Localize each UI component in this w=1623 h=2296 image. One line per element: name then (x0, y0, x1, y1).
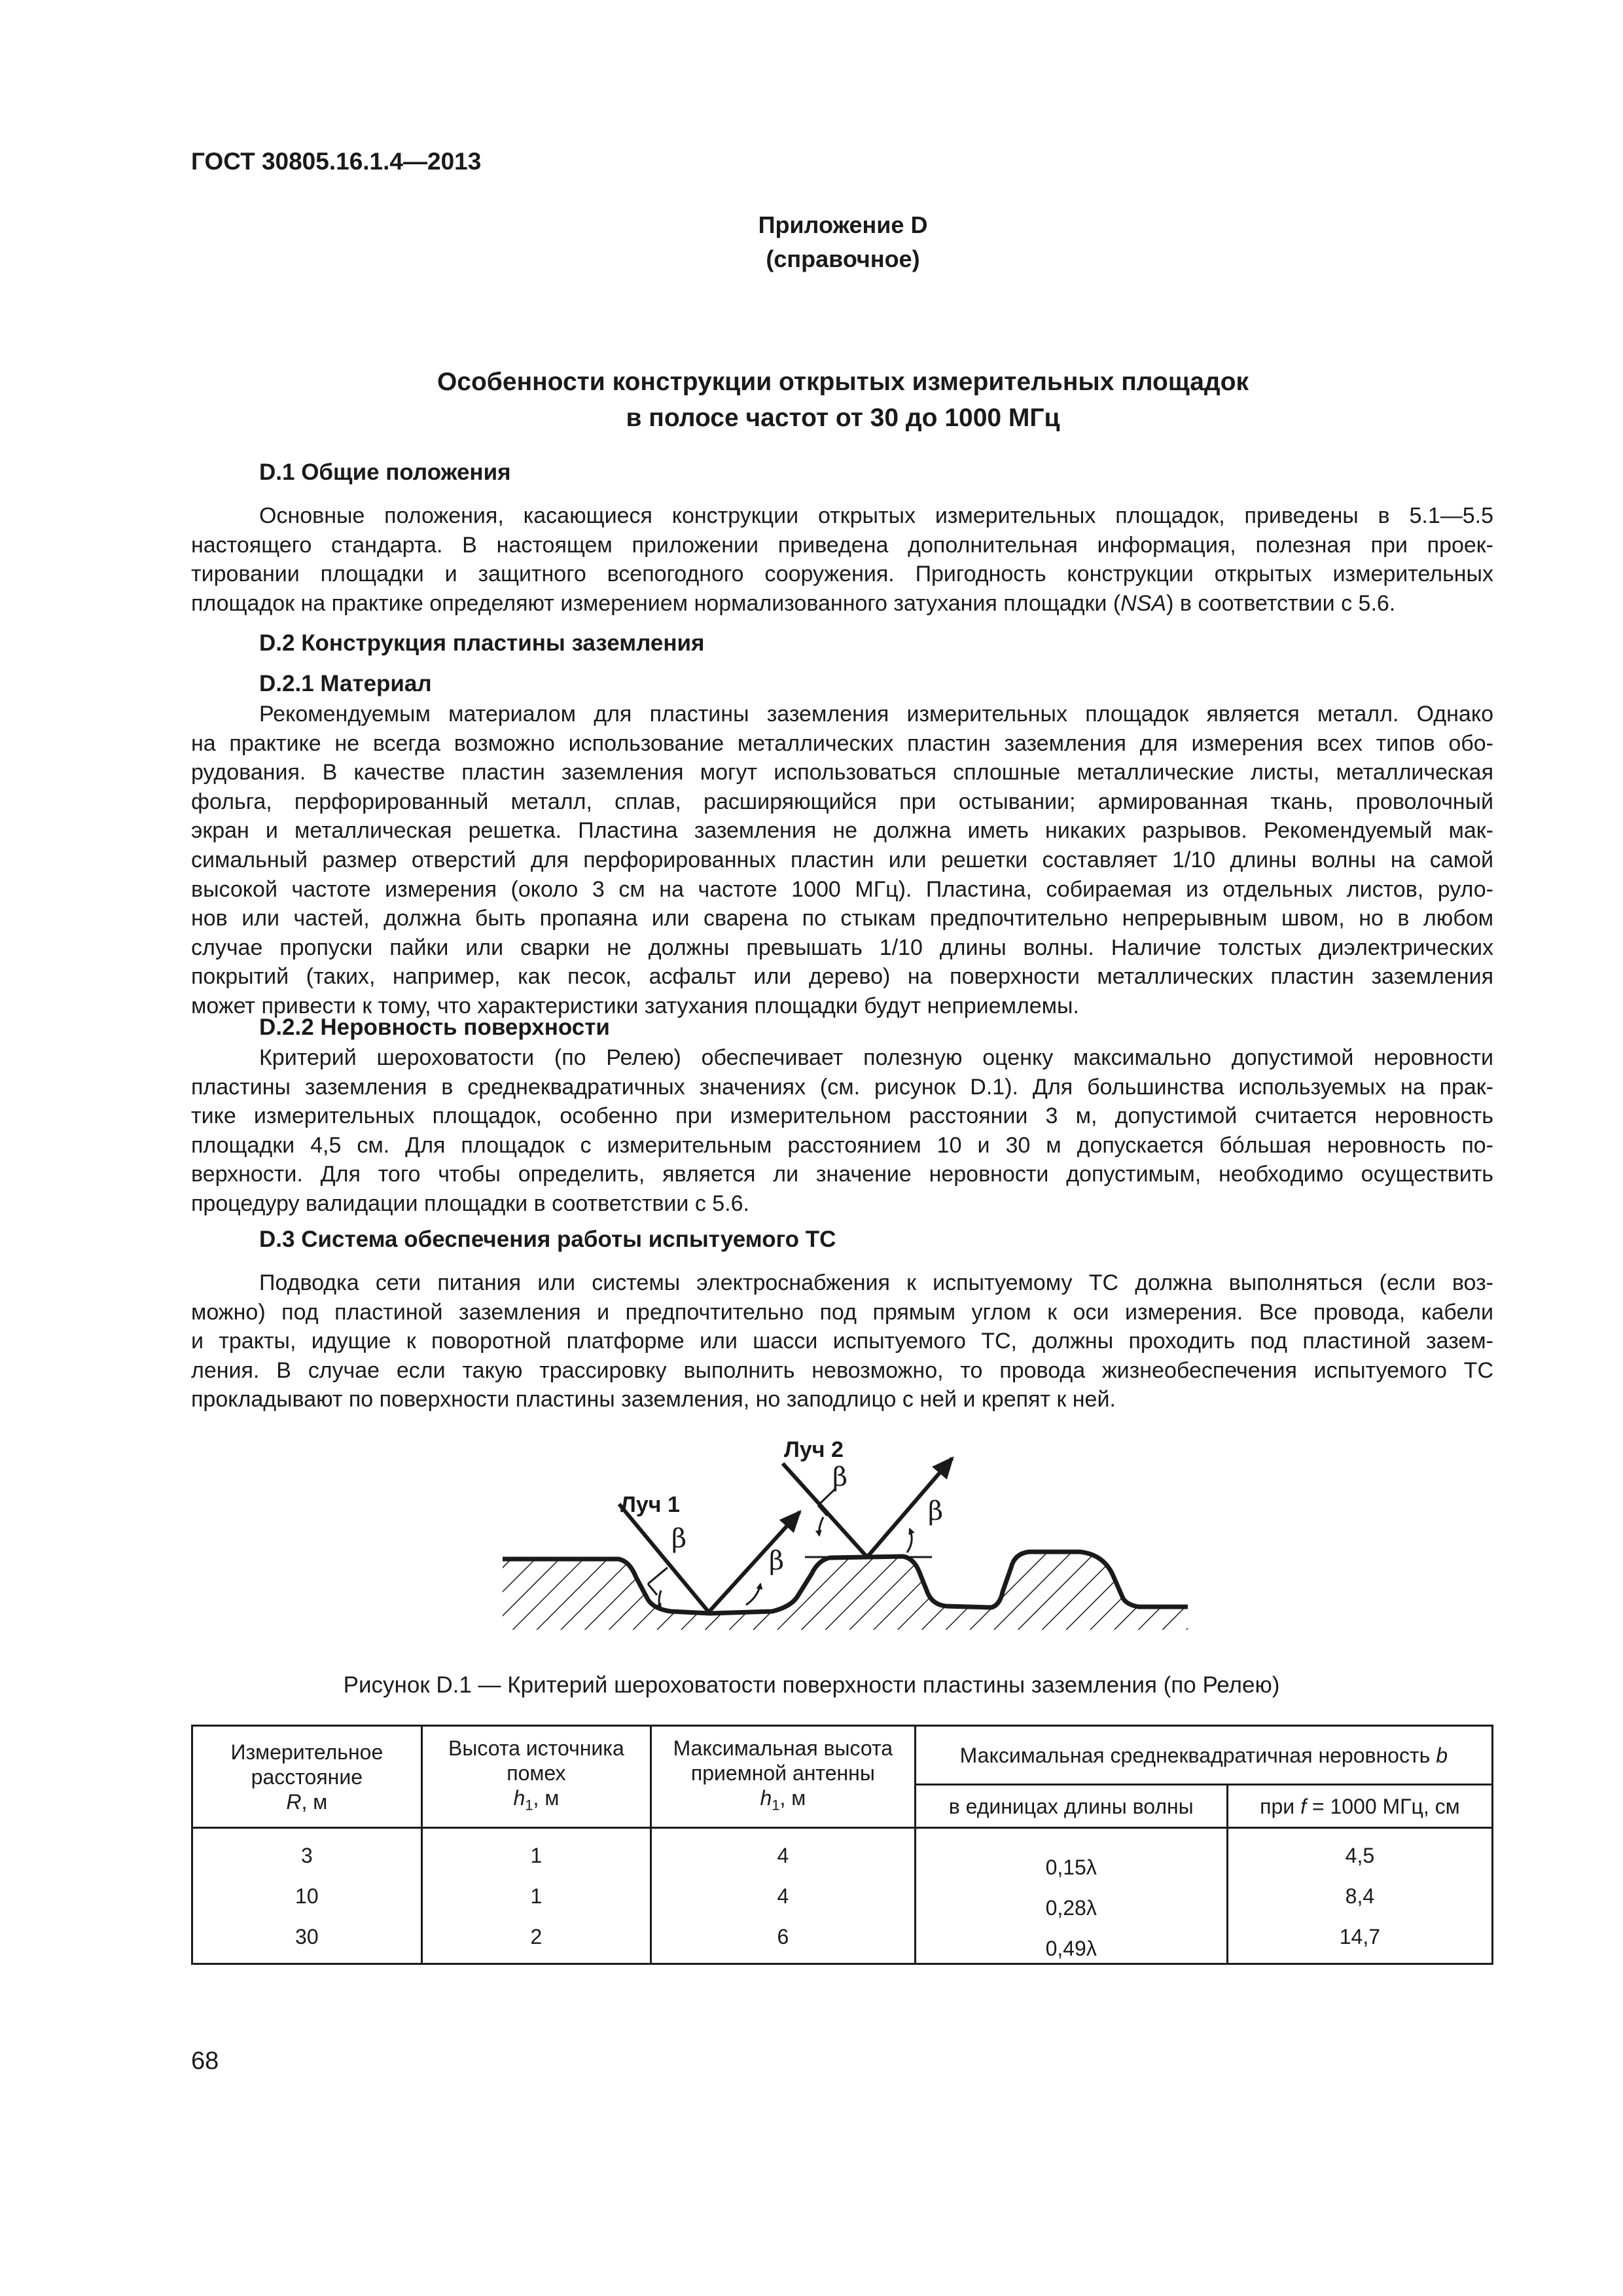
paragraph-line: прокладывают по поверхности пластины заземления, но заподлицо с ней и крепят к ней. (191, 1387, 1116, 1412)
table-cell: 1 (530, 1884, 543, 1908)
angle-beta-ray2-reflected: β (928, 1496, 944, 1526)
header-source-height: Высота источника помех $h_1$, м (421, 1726, 651, 1828)
table-cell: 4 (777, 1884, 789, 1908)
paragraph-line: Подводка сети питания или системы электроснабжения к испытуемому ТС должна выполняться (если воз- (259, 1270, 1493, 1295)
table-cell: 0,49λ (1045, 1937, 1097, 1960)
figure-caption: Рисунок D.1 — Критерий шероховатости поверхности пластины заземления (по Релею) (343, 1672, 1280, 1698)
column-source-height-values (421, 1828, 651, 1964)
table-cell: 10 (295, 1884, 319, 1908)
angle-beta-ray1-reflected: β (769, 1546, 785, 1576)
ground-profile (497, 1545, 1198, 1636)
paragraph-line: ления. В случае если такую трассировку выполнить невозможно, то провода жизнеобеспечения испытуемого ТС (191, 1357, 1493, 1383)
roughness-table (191, 1725, 1493, 1965)
table-cell: 0,15λ (1045, 1856, 1097, 1879)
paragraph-line: тике измерительных площадок, особенно при измерительном расстоянии 3 м, допустимой считается неровность (191, 1103, 1493, 1129)
paragraph-line: рудования. В качестве пластин заземления могут использоваться сплошные металлические листы, металлическая (191, 760, 1493, 785)
table-cell: 30 (295, 1925, 319, 1948)
header-antenna-height: Максимальная высота приемной антенны $h_1$, м (651, 1726, 916, 1828)
paragraph-line: покрытий (таких, например, как песок, асфальт или дерево) на поверхности металлических пластин заземления (191, 964, 1493, 990)
paragraph-line: процедуру валидации площадки в соответствии с 5.6. (191, 1191, 749, 1216)
paragraph-line: настоящего стандарта. В настоящем приложении приведена дополнительная информация, полезная при проек- (191, 532, 1493, 558)
table-cell: 3 (300, 1844, 313, 1867)
header-measuring-distance: Измерительное расстояние R, м (192, 1726, 422, 1828)
paragraph-line: и тракты, идущие к поворотной платформе или шасси испытуемого ТС, должны проходить под пластиной зазем- (191, 1329, 1493, 1354)
table-cell: 6 (777, 1925, 789, 1948)
section-heading-d22: D.2.2 Неровность поверхности (259, 1014, 610, 1040)
appendix-label: Приложение D (758, 211, 928, 238)
paragraph-line: случае пропуски пайки или сварки не должны превышать 1/10 длины волны. Наличие толстых диэлектрических (191, 935, 1493, 960)
table-cell: 4,5 (1345, 1844, 1375, 1867)
table-cell: 14,7 (1339, 1925, 1381, 1948)
paragraph-line: экран и металлическая решетка. Пластина заземления не должна иметь никаких разрывов. Рекомендуемый мак- (191, 818, 1493, 844)
appendix-kind: (справочное) (766, 245, 920, 272)
paragraph-line: можно) под пластиной заземления и предпочтительно под прямым углом к оси измерения. Все провода, кабели (191, 1299, 1493, 1325)
paragraph-line: Основные положения, касающиеся конструкции открытых измерительных площадок, приведены в 5.1—5.5 (259, 503, 1493, 528)
ray-1-label: Луч 1 (620, 1492, 680, 1517)
paragraph-line: площадки 4,5 см. Для площадок с измерительным расстоянием 10 и 30 м допускается бóльшая неровность по- (191, 1132, 1493, 1158)
title-line-1: Особенности конструкции открытых измерительных площадок (437, 368, 1249, 396)
table-cell: 1 (530, 1844, 543, 1867)
paragraph-line: высокой частоте измерения (около 3 см на частоте 1000 МГц). Пластина, собираемая из отдельных листов, руло- (191, 876, 1493, 902)
section-heading-d2: D.2 Конструкция пластины заземления (259, 630, 705, 656)
paragraph-line: нов или частей, должна быть пропаяна или сварена по стыкам предпочтительно непрерывным швом, но в любом (191, 906, 1493, 931)
column-cm-values (1227, 1828, 1492, 1964)
column-distance-values (192, 1828, 422, 1964)
header-wavelength-units: в единицах длины волны (915, 1785, 1227, 1828)
table-cell: 2 (530, 1925, 543, 1948)
document-code-header: ГОСТ 30805.16.1.4—2013 (191, 148, 482, 175)
paragraph-line: симальный размер отверстий для перфорированных пластин или решетки составляет 1/10 длины волны на самой (191, 847, 1493, 872)
angle-beta-ray2-incident: β (832, 1462, 848, 1492)
paragraph-line: Критерий шероховатости (по Релею) обеспечивает полезную оценку максимально допустимой неровности (259, 1045, 1493, 1070)
paragraph-line: верхности. Для того чтобы определить, является ли значение неровности допустимым, необходимо осуществить (191, 1162, 1493, 1187)
angle-beta-ray1-incident: β (671, 1524, 687, 1554)
paragraph-line: тировании площадки и защитного всепогодного сооружения. Пригодность конструкции открытых измерительных (191, 562, 1493, 587)
section-heading-d1: D.1 Общие положения (259, 459, 511, 485)
section-heading-d21: D.2.1 Материал (259, 671, 432, 696)
header-cm-at-1000mhz: при f = 1000 МГц, см (1227, 1785, 1492, 1828)
column-antenna-height-values (651, 1828, 916, 1964)
table-cell: 4 (777, 1844, 789, 1867)
table-cell: 0,28λ (1045, 1896, 1097, 1920)
header-max-rms-roughness: Максимальная среднеквадратичная неровность b (915, 1726, 1492, 1785)
page-number: 68 (191, 2047, 219, 2075)
paragraph-line: площадок на практике определяют измерением нормализованного затухания площадки (NSA) в соответствии с 5.6. (191, 590, 1396, 616)
column-wavelength-values (915, 1828, 1227, 1964)
paragraph-line: Рекомендуемым материалом для пластины заземления измерительных площадок является металл. Однако (259, 702, 1493, 726)
section-heading-d3: D.3 Система обеспечения работы испытуемого ТС (259, 1227, 836, 1252)
paragraph-line: на практике не всегда возможно использование металлических пластин заземления для измерения всех типов обо- (191, 730, 1493, 756)
table-cell: 8,4 (1345, 1884, 1375, 1908)
paragraph-line: может привести к тому, что характеристики затухания площадки будут неприемлемы. (191, 993, 1079, 1018)
ray-2-label: Луч 2 (784, 1437, 844, 1462)
title-line-2: в полосе частот от 30 до 1000 МГц (626, 404, 1060, 432)
ray-2 (783, 1458, 952, 1557)
paragraph-line: фольга, перфорированный металл, сплав, расширяющийся при остывании; армированная ткань, проволочный (191, 789, 1493, 814)
paragraph-line: пластины заземления в среднеквадратичных значениях (см. рисунок D.1). Для большинства используемых на прак- (191, 1074, 1493, 1100)
